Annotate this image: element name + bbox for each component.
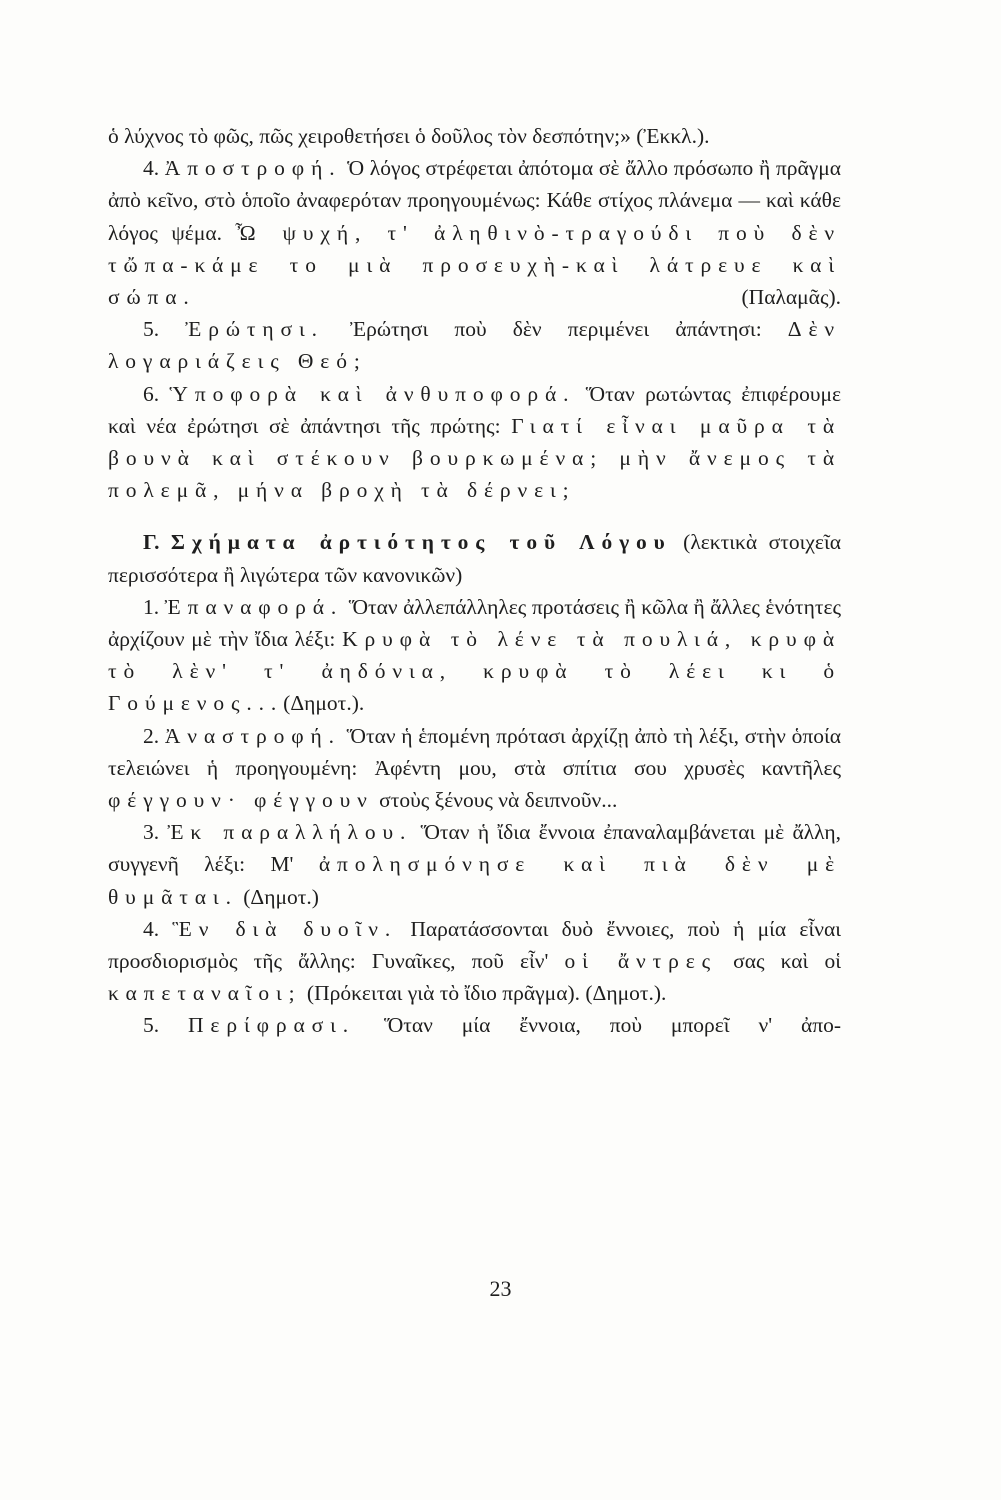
term: Ὑποφορὰ καὶ ἀνθυποφορά. [169, 381, 576, 406]
example-text: φέγγουν· φέγγουν [108, 788, 374, 813]
item-number: 3. [143, 820, 160, 845]
example-text: Γιατί εἶναι μαῦρα τὰ βουνὰ καὶ στέκουν βουρκωμένα; μὴν ἄνεμος τὰ πολεμᾶ, μήνα βροχὴ τὰ δέρνει; [108, 413, 842, 503]
paragraph-text: Παρατάσσονται δυὸ ἔννοιες, ποὺ ἡ μία εἶναι προσδιορισμὸς τῆς ἄλλης: Γυναῖκες, ποῦ εἶν' [108, 916, 842, 974]
item-number: 4. [143, 156, 160, 181]
example-text: Ὦ ψυχή, τ' ἀληθινὸ-τραγούδι ποὺ δὲν τὤπα-κάμε το μιὰ προσευχὴ-καὶ λάτρευε καὶ σώπα. [108, 220, 842, 310]
example-text: ἀπολησμόνησε καὶ πιὰ δὲν μὲ θυμᾶται. [108, 852, 842, 909]
example-text: Δὲν λογαριάζεις Θεό; [108, 317, 842, 374]
section-subtitle: (λεκτικὰ στοιχεῖα περισσότερα ἢ λιγώτερα τῶν κανονικῶν) [108, 530, 841, 587]
item-number: 6. [143, 381, 160, 406]
section-title: Σχήματα ἀρτιότητος τοῦ Λόγου [170, 530, 672, 555]
term: Ἐκ παραλλήλου. [167, 820, 413, 845]
paragraph-hypophora [108, 378, 841, 507]
page-text [108, 120, 841, 1042]
section-letter: Γ. [143, 530, 160, 555]
paragraph-text: Ὅταν ἀλλεπάλληλες προτάσεις ἢ κῶλα ἢ ἄλλες ἑνότητες ἀρχίζουν μὲ τὴν ἴδια λέξι: [108, 594, 841, 652]
paragraph-text-mid: σας καὶ οἱ [733, 949, 841, 974]
source-citation: (Δημοτ.). [283, 691, 365, 716]
term: Ἐρώτησι. [185, 317, 324, 342]
paragraph-periphrasis [108, 1009, 841, 1041]
section-gap [108, 506, 841, 526]
page-number: 23 [489, 1276, 512, 1301]
paragraph-text: Ὅταν ρωτώντας ἐπιφέρουμε καὶ νέα ἐρώτησι σὲ ἀπάντησι τῆς πρώτης: [108, 381, 842, 438]
paragraph-continuation [108, 120, 841, 152]
item-number: 5. [143, 317, 160, 342]
item-number: 4. [143, 916, 160, 941]
paragraph-anastrophe [108, 720, 841, 817]
paragraph-hendiadys [108, 913, 841, 1010]
term: Ἀποστροφή. [164, 156, 342, 181]
item-number: 1. [143, 594, 160, 619]
paragraph-text: Ἐρώτησι ποὺ δὲν περιμένει ἀπάντησι: [350, 317, 762, 342]
paragraph-text: Ὅταν μία ἔννοια, ποὺ μπορεῖ ν' ἀπο- [383, 1013, 841, 1038]
paragraph-text: ὁ λύχνος τὸ φῶς, πῶς χειροθετήσει ὁ δοῦλος τὸν δεσπότην;» (Ἐκκλ.). [108, 124, 710, 148]
example-text: καπεταναῖοι; [108, 981, 302, 1006]
source-citation: (Παλαμᾶς). [741, 285, 841, 310]
paragraph-anaphora [108, 591, 841, 720]
paragraph-parallel [108, 816, 841, 913]
paragraph-text-end: στοὺς ξένους νὰ δειπνοῦν... [379, 788, 618, 813]
term: Ἓν διὰ δυοῖν. [172, 916, 398, 941]
source-citation: (Δημοτ.) [243, 884, 319, 909]
term: Περίφρασι. [188, 1013, 356, 1038]
term: Ἐπαναφορά. [164, 594, 344, 619]
paragraph-text: Ὅταν ἡ ἑπομένη πρότασι ἀρχίζῃ ἀπὸ τὴ λέξι, στὴν ὁποία τελειώνει ἡ προηγουμένη: Ἀφέντη μου, στὰ σπίτια σου χρυσὲς καντῆλες [108, 723, 842, 780]
paragraph-text: Ὁ λόγος στρέφεται ἀπότομα σὲ ἄλλο πρόσωπο ἢ πρᾶγμα ἀπὸ κεῖνο, στὸ ὁποῖο ἀναφερόταν προηγουμένως: Κάθε στίχος πλάνεμα — καὶ κάθε λόγος ψέμα. [108, 156, 842, 245]
section-heading [108, 526, 841, 590]
paragraph-apostrophe [108, 152, 841, 313]
item-number: 5. [143, 1013, 160, 1038]
term: Ἀναστροφή. [164, 723, 341, 748]
paragraph-question [108, 313, 841, 377]
example-text: Κρυφὰ τὸ λένε τὰ πουλιά, κρυφὰ τὸ λὲν' τ' ἀηδόνια, κρυφὰ τὸ λέει κι ὁ Γούμενος... [108, 627, 841, 716]
paragraph-text-end: (Πρόκειται γιὰ τὸ ἴδιο πρᾶγμα). (Δημοτ.). [306, 981, 667, 1006]
example-text: οἱ ἄντρες [564, 949, 718, 974]
item-number: 2. [143, 723, 160, 748]
paragraph-text: Ὅταν ἡ ἴδια ἔννοια ἐπαναλαμβάνεται μὲ ἄλλη, συγγενῆ λέξι: Μ' [108, 820, 842, 877]
